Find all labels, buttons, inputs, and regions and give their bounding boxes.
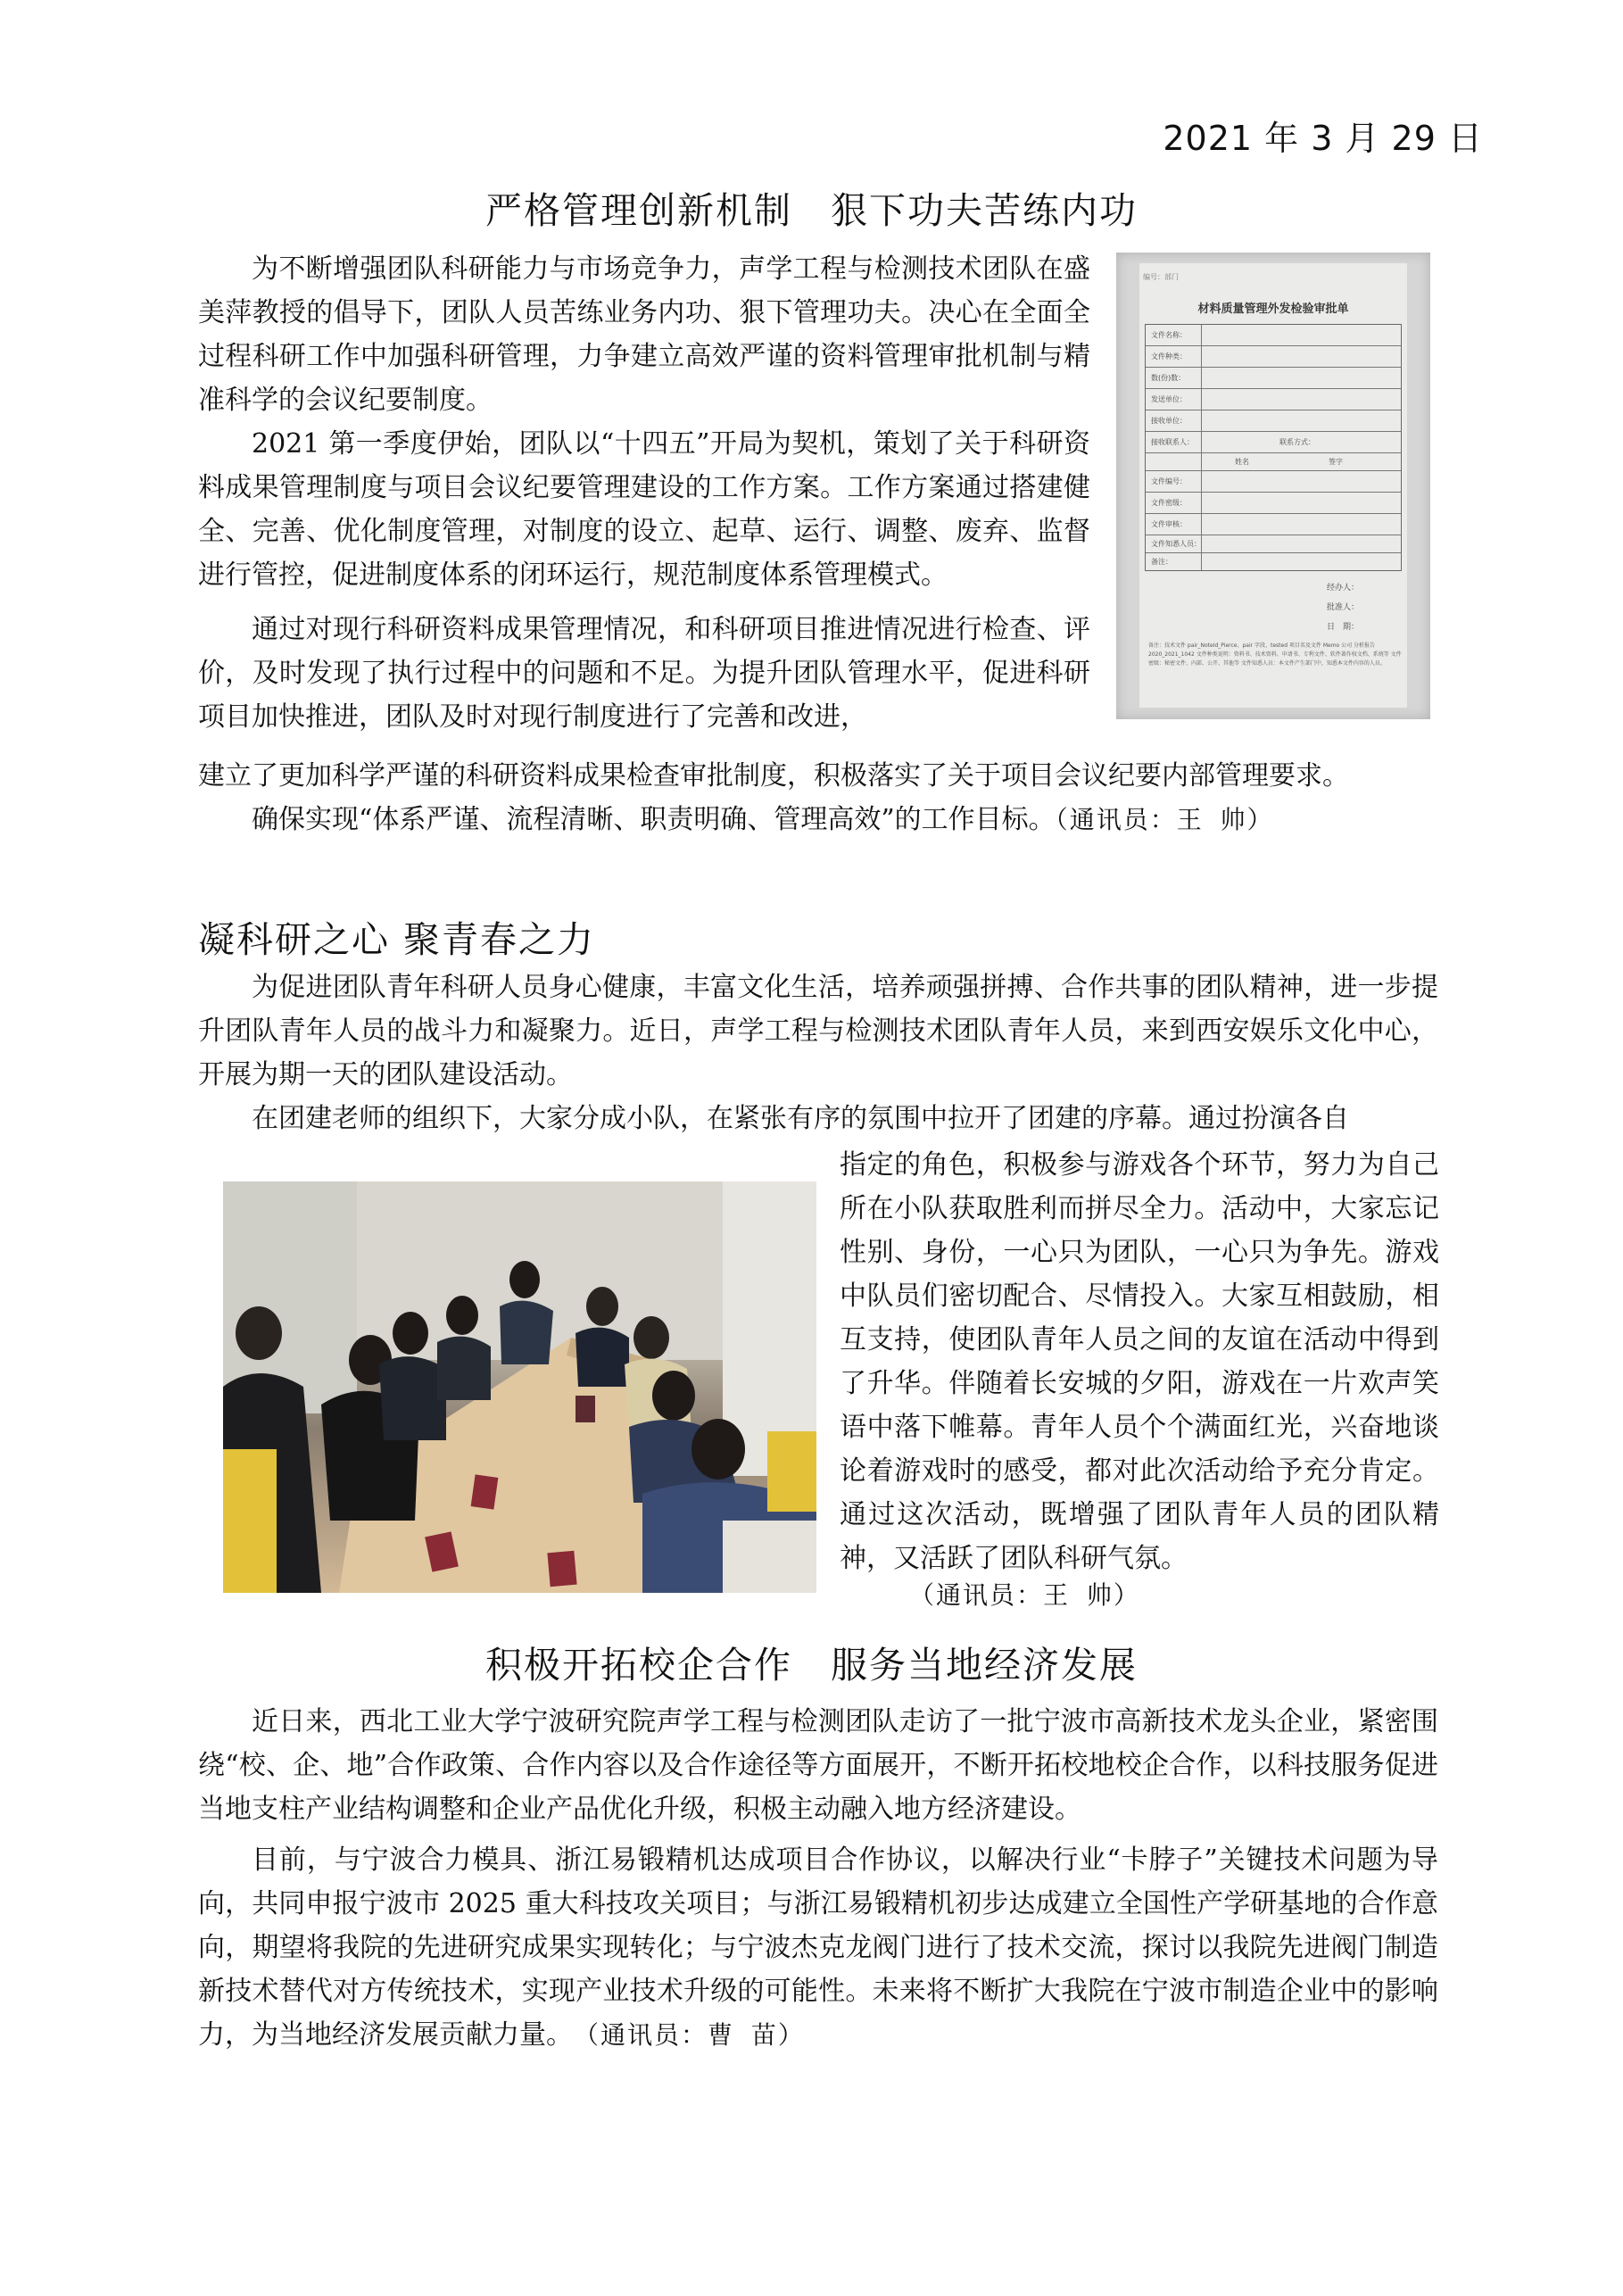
article2-side-text (840, 1143, 1439, 1580)
article2-reporter: （通讯员：王 帅） (909, 1580, 1140, 1610)
form-field-label: 文件种类： (1151, 352, 1187, 361)
article3-paragraph-2-text: 目前，与宁波合力模具、浙江易锻精机达成项目合作协议，以解决行业“卡脖子”关键技术问题为导向，共同申报宁波市 2025 重大科技攻关项目；与浙江易锻精机初步达成建立全国性产学研基地的合作意向，期望将我院的先进研究成果实现转化；与宁波杰克龙阀门进行了技术交流，探讨以我院先进阀门制造新技术替代对方传统技术，实现产业技术升级的可能性。未来将不断扩大我院在宁波市制造企业中的影响力，为当地经济发展贡献力量。 (198, 1844, 1438, 2051)
photo-person-head (633, 1316, 669, 1359)
article3-body (198, 1700, 1438, 2057)
article1-title: 严格管理创新机制 狠下功夫苦练内功 (485, 189, 1138, 232)
photo-person-head (652, 1371, 695, 1421)
form-field-label: 文件名称： (1151, 331, 1187, 339)
issue-date: 2021 年 3 月 29 日 (1163, 119, 1483, 158)
photo-person-head (691, 1419, 745, 1480)
form-field-label: 文件知悉人员： (1151, 540, 1201, 548)
photo-person-head (509, 1261, 540, 1298)
photo-person-head (586, 1287, 618, 1326)
article1-paragraph-4 (198, 798, 1438, 841)
photo-person-body (437, 1337, 491, 1400)
form-column-name: 姓名 (1235, 458, 1249, 466)
form-field-label: 文件审核： (1151, 520, 1187, 528)
form-field-label: 接收联系人： (1151, 438, 1194, 446)
article2-paragraph-2-continued: 指定的角色，积极参与游戏各个环节，努力为自己所在小队获取胜利而拼尽全力。活动中，大家忘记性别、身份，一心只为团队，一心只为争先。游戏中队员们密切配合、尽情投入。大家互相鼓励，相互支持，使团队青年人员之间的友谊在活动中得到了升华。伴随着长安城的夕阳，游戏在一片欢声笑语中落下帷幕。青年人员个个满面红光，兴奋地谈论着游戏时的感受，都对此次活动给予充分肯定。通过这次活动，既增强了团队青年人员的团队精神，又活跃了团队科研气氛。 (840, 1149, 1439, 1574)
photo-card (547, 1551, 576, 1587)
form-field-label: 文件密级： (1151, 499, 1187, 507)
article2-paragraph-1: 为促进团队青年科研人员身心健康，丰富文化生活，培养顽强拼搏、合作共事的团队精神，进一步提升团队青年人员的战斗力和凝聚力。近日，声学工程与检测技术团队青年人员，来到西安娱乐文化中心，开展为期一天的团队建设活动。 (198, 972, 1438, 1090)
article1-paragraph-1: 为不断增强团队科研能力与市场竞争力，声学工程与检测技术团队在盛美萍教授的倡导下，团队人员苦练业务内功、狠下管理功夫。决心在全面全过程科研工作中加强科研管理，力争建立高效严谨的资料管理审批机制与精准科学的会议纪要制度。 (198, 253, 1090, 416)
approval-form-photo (1116, 253, 1430, 719)
article1-paragraph-2: 2021 第一季度伊始，团队以“十四五”开局为契机，策划了关于科研资料成果管理制度与项目会议纪要管理建设的工作方案。工作方案通过搭建健全、完善、优化制度管理，对制度的设立、起草、运行、调整、废弃、监督进行管控，促进制度体系的闭环运行，规范制度体系管理模式。 (198, 428, 1090, 591)
photo-person-sleeve (723, 1521, 816, 1593)
form-table-column-line (1201, 325, 1202, 570)
article2-body (198, 966, 1438, 1140)
photo-person-body (576, 1328, 629, 1387)
photo-card (576, 1396, 595, 1422)
form-table-row-line (1146, 367, 1401, 368)
photo-person-body (500, 1301, 553, 1364)
team-photo-illustration (223, 1181, 816, 1593)
photo-person-head (393, 1312, 428, 1355)
photo-chair (767, 1431, 816, 1512)
article1-paragraph-4-text: 确保实现“体系严谨、流程清晰、职责明确、管理高效”的工作目标。 (252, 804, 1056, 835)
team-building-photo (223, 1181, 816, 1593)
article3-reporter: （通讯员：曹 苗） (586, 2020, 805, 2050)
article1-body (198, 247, 1090, 739)
form-column-sign: 签字 (1329, 458, 1343, 466)
article3-paragraph-1: 近日来，西北工业大学宁波研究院声学工程与检测团队走访了一批宁波市高新技术龙头企业，紧密围绕“校、企、地”合作政策、合作内容以及合作途径等方面展开，不断开拓校地校企合作，以科技服务促进当地支柱产业结构调整和企业产品优化升级，积极主动融入地方经济建设。 (198, 1706, 1438, 1825)
form-field-label: 文件编号： (1151, 477, 1187, 485)
form-footnote: 备注：技术文件 pair_NoteId_Pierce、pair 字段、tested 项目名及文件 Memo 公司 分析报告 2020_2021_1042 文件种类说明：资料书、技术资料、申请书、专利文件、软件著作权文档、系统等 文件密级：秘密文件、内部、公开、其他等 文件知悉人员：本文件产生部门中，知悉本文件内容的人员。 (1148, 642, 1402, 667)
form-table-row-line (1146, 388, 1401, 389)
form-field-label: 数(份)数： (1151, 374, 1186, 382)
photo-person-head (446, 1296, 478, 1335)
article2-paragraph-2: 在团建老师的组织下，大家分成小队，在紧张有序的氛围中拉开了团建的序幕。通过扮演各自 (252, 1103, 1349, 1134)
form-table-row-line (1146, 552, 1401, 553)
photo-card (471, 1474, 499, 1509)
photo-chair (223, 1449, 277, 1593)
form-field-label: 接收单位： (1151, 417, 1187, 425)
form-table-row-line (1146, 345, 1401, 346)
form-table-row-line (1146, 513, 1401, 514)
article1-reporter: （通讯员：王 帅） (1055, 805, 1274, 834)
article2-title: 凝科研之心 聚青春之力 (198, 918, 596, 961)
article3-paragraph-2 (198, 1838, 1438, 2057)
form-table-row-line (1146, 431, 1401, 432)
form-table (1145, 324, 1402, 571)
form-contact-label: 联系方式： (1279, 438, 1315, 446)
form-sign-approver: 批准人： (1327, 603, 1360, 612)
article1-tail (198, 754, 1438, 841)
form-field-label: 发送单位： (1151, 395, 1187, 403)
form-field-label: 备注： (1151, 558, 1172, 566)
form-table-row-line (1146, 470, 1401, 471)
photo-person-body (379, 1356, 446, 1440)
form-table-row-line (1146, 452, 1401, 453)
article1-paragraph-3: 通过对现行科研资料成果管理情况，和科研项目推进情况进行检查、评价，及时发现了执行过程中的问题和不足。为提升团队管理水平，促进科研项目加快推进，团队及时对现行制度进行了完善和改进， (198, 614, 1090, 733)
form-title: 材料质量管理外发检验审批单 (1197, 303, 1349, 316)
form-header-small: 编号：部门 (1143, 273, 1179, 281)
form-sign-date: 日 期： (1327, 623, 1360, 632)
article1-paragraph-3-continued: 建立了更加科学严谨的科研资料成果检查审批制度，积极落实了关于项目会议纪要内部管理要求。 (198, 760, 1349, 792)
article3-title: 积极开拓校企合作 服务当地经济发展 (485, 1644, 1138, 1687)
form-sign-handler: 经办人： (1327, 584, 1360, 593)
form-table-row-line (1146, 492, 1401, 493)
photo-person-head (236, 1306, 282, 1360)
